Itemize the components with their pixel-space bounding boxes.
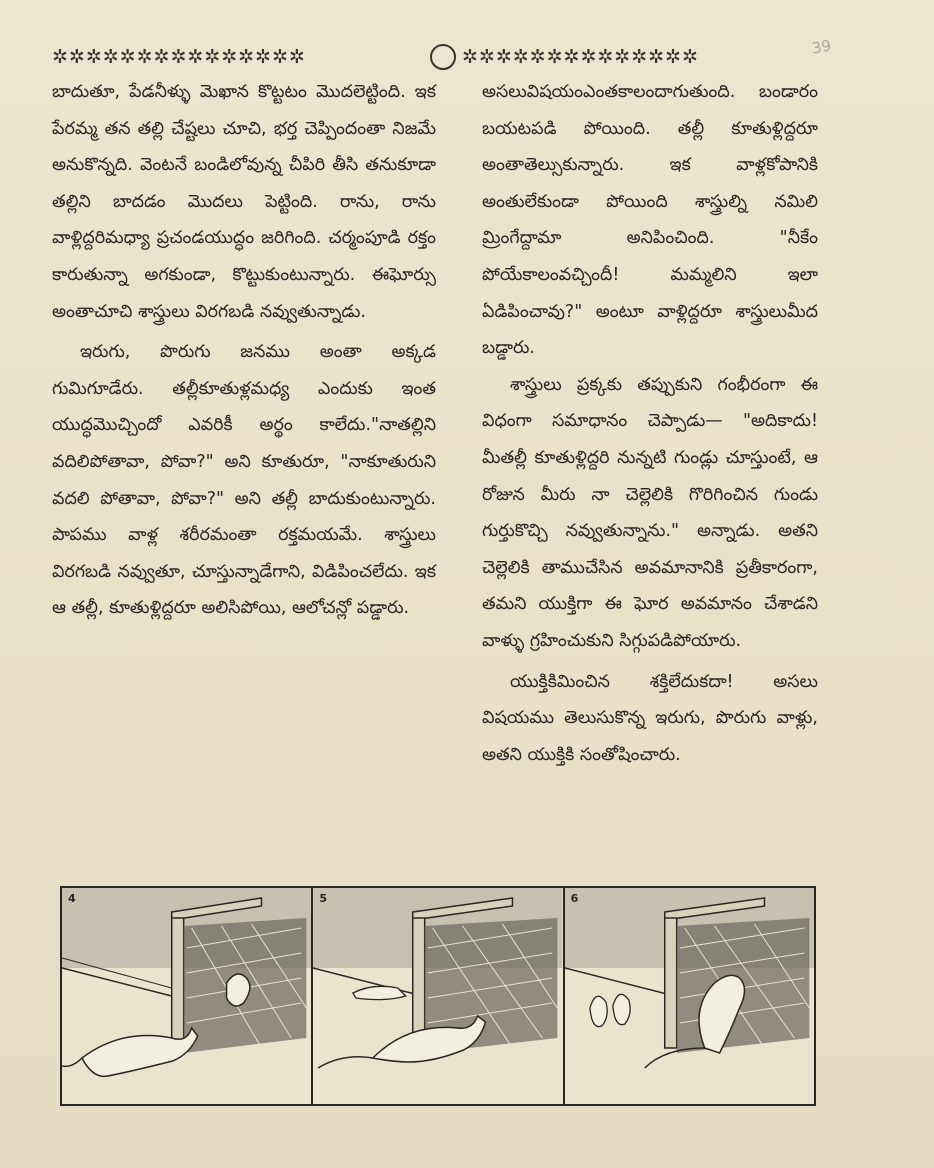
cat-and-rats-illustration (62, 888, 311, 1104)
illustration-panel-6 (565, 888, 814, 1104)
panel-number: 4 (68, 892, 76, 905)
cat-and-rats-illustration (565, 888, 814, 1104)
right-text-column (482, 74, 818, 773)
cat-and-rats-illustration (313, 888, 562, 1104)
illustration-panel-4 (62, 888, 313, 1104)
paragraph: ఇరుగు, పొరుగు జనము అంతా అక్కడ గుమిగూడేరు. తల్లీకూతుళ్లమధ్య ఎందుకు ఇంత యుద్ధమొచ్చిందో ఎవరికీ అర్థం కాలేదు."నాతల్లిని వదిలిపోతావా, పోవా?" అని కూతురూ, "నాకూతురుని వదలి పోతావా, పోవా?" అని తల్లీ బాదుకుంటున్నారు. పాపము వాళ్ల శరీరమంతా రక్తమయమే. శాస్త్రులు విరగబడి నవ్వుతూ, చూస్తున్నాడేగాని, విడిపించలేదు. ఇక ఆ తల్లీ, కూతుళ్లిద్దరూ అలిసిపోయి, ఆలోచన్లో పడ్డారు. (52, 342, 436, 619)
left-text-column (52, 74, 436, 627)
decorative-star-border (52, 44, 812, 72)
page-number: 39 (810, 36, 833, 58)
panel-number: 5 (319, 892, 327, 905)
star-row-left: ✲✲✲✲✲✲✲✲✲✲✲✲✲✲✲ (52, 46, 306, 68)
paragraph: యుక్తికిమించిన శక్తిలేదుకదా! అసలు విషయము తెలుసుకొన్న ఇరుగు, పొరుగు వాళ్లు, అతని యుక్తికి సంతోషించారు. (482, 671, 818, 765)
ring-ornament-icon (430, 44, 456, 70)
paragraph: శాస్త్రులు ప్రక్కకు తప్పుకుని గంభీరంగా ఈ విధంగా సమాధానం చెప్పాడు— "అదికాదు! మీతల్లీ కూతుళ్లిద్దరి నున్నటి గుండ్లు చూస్తుంటే, ఆ రోజున మీరు నా చెల్లెలికి గొరిగించిన గుండు గుర్తుకొచ్చి నవ్వుతున్నాను." అన్నాడు. అతని చెల్లెలికి తాముచేసిన అవమానానికి ప్రతీకారంగా, తమని యుక్తిగా ఈ ఘోర అవమానం చేశాడని వాళ్ళు గ్రహించుకుని సిగ్గుపడిపోయారు. (482, 374, 818, 651)
illustration-strip (60, 886, 816, 1106)
star-row-right: ✲✲✲✲✲✲✲✲✲✲✲✲✲✲ (462, 46, 699, 68)
panel-number: 6 (570, 892, 579, 905)
paragraph: అసలువిషయంఎంతకాలందాగుతుంది. బండారం బయటపడి పోయింది. తల్లీ కూతుళ్లిద్దరూ అంతాతెల్సుకున్నారు. ఇక వాళ్లకోపానికి అంతులేకుండా పోయింది శాస్త్రుల్ని నమిలి మ్రింగేద్దామా అనిపించింది. "నీకేం పోయేకాలంవచ్చిందీ! మమ్మలిని ఇలా ఏడిపించావు?" అంటూ వాళ్లిద్దరూ శాస్త్రులుమీద బడ్డారు. (482, 82, 818, 359)
paragraph: బాదుతూ, పేడనీళ్ళు మెఖాన కొట్టటం మొదలెట్టింది. ఇక పేరమ్మ తన తల్లి చేష్టలు చూచి, భర్త చెప్పిందంతా నిజమే అనుకొన్నది. వెంటనే బండిలోవున్న చీపిరి తీసి తనుకూడా తల్లిని బాదడం మొదలు పెట్టింది. రాను, రాను వాళ్లిద్దరిమధ్యా ప్రచండయుద్ధం జరిగింది. చర్మంపూడి రక్తం కారుతున్నా అగకుండా, కొట్టుకుంటున్నారు. ఈఘోర్సు అంతాచూచి శాస్త్రులు విరగబడి నవ్వుతున్నాడు. (52, 82, 436, 322)
illustration-panel-5 (313, 888, 564, 1104)
